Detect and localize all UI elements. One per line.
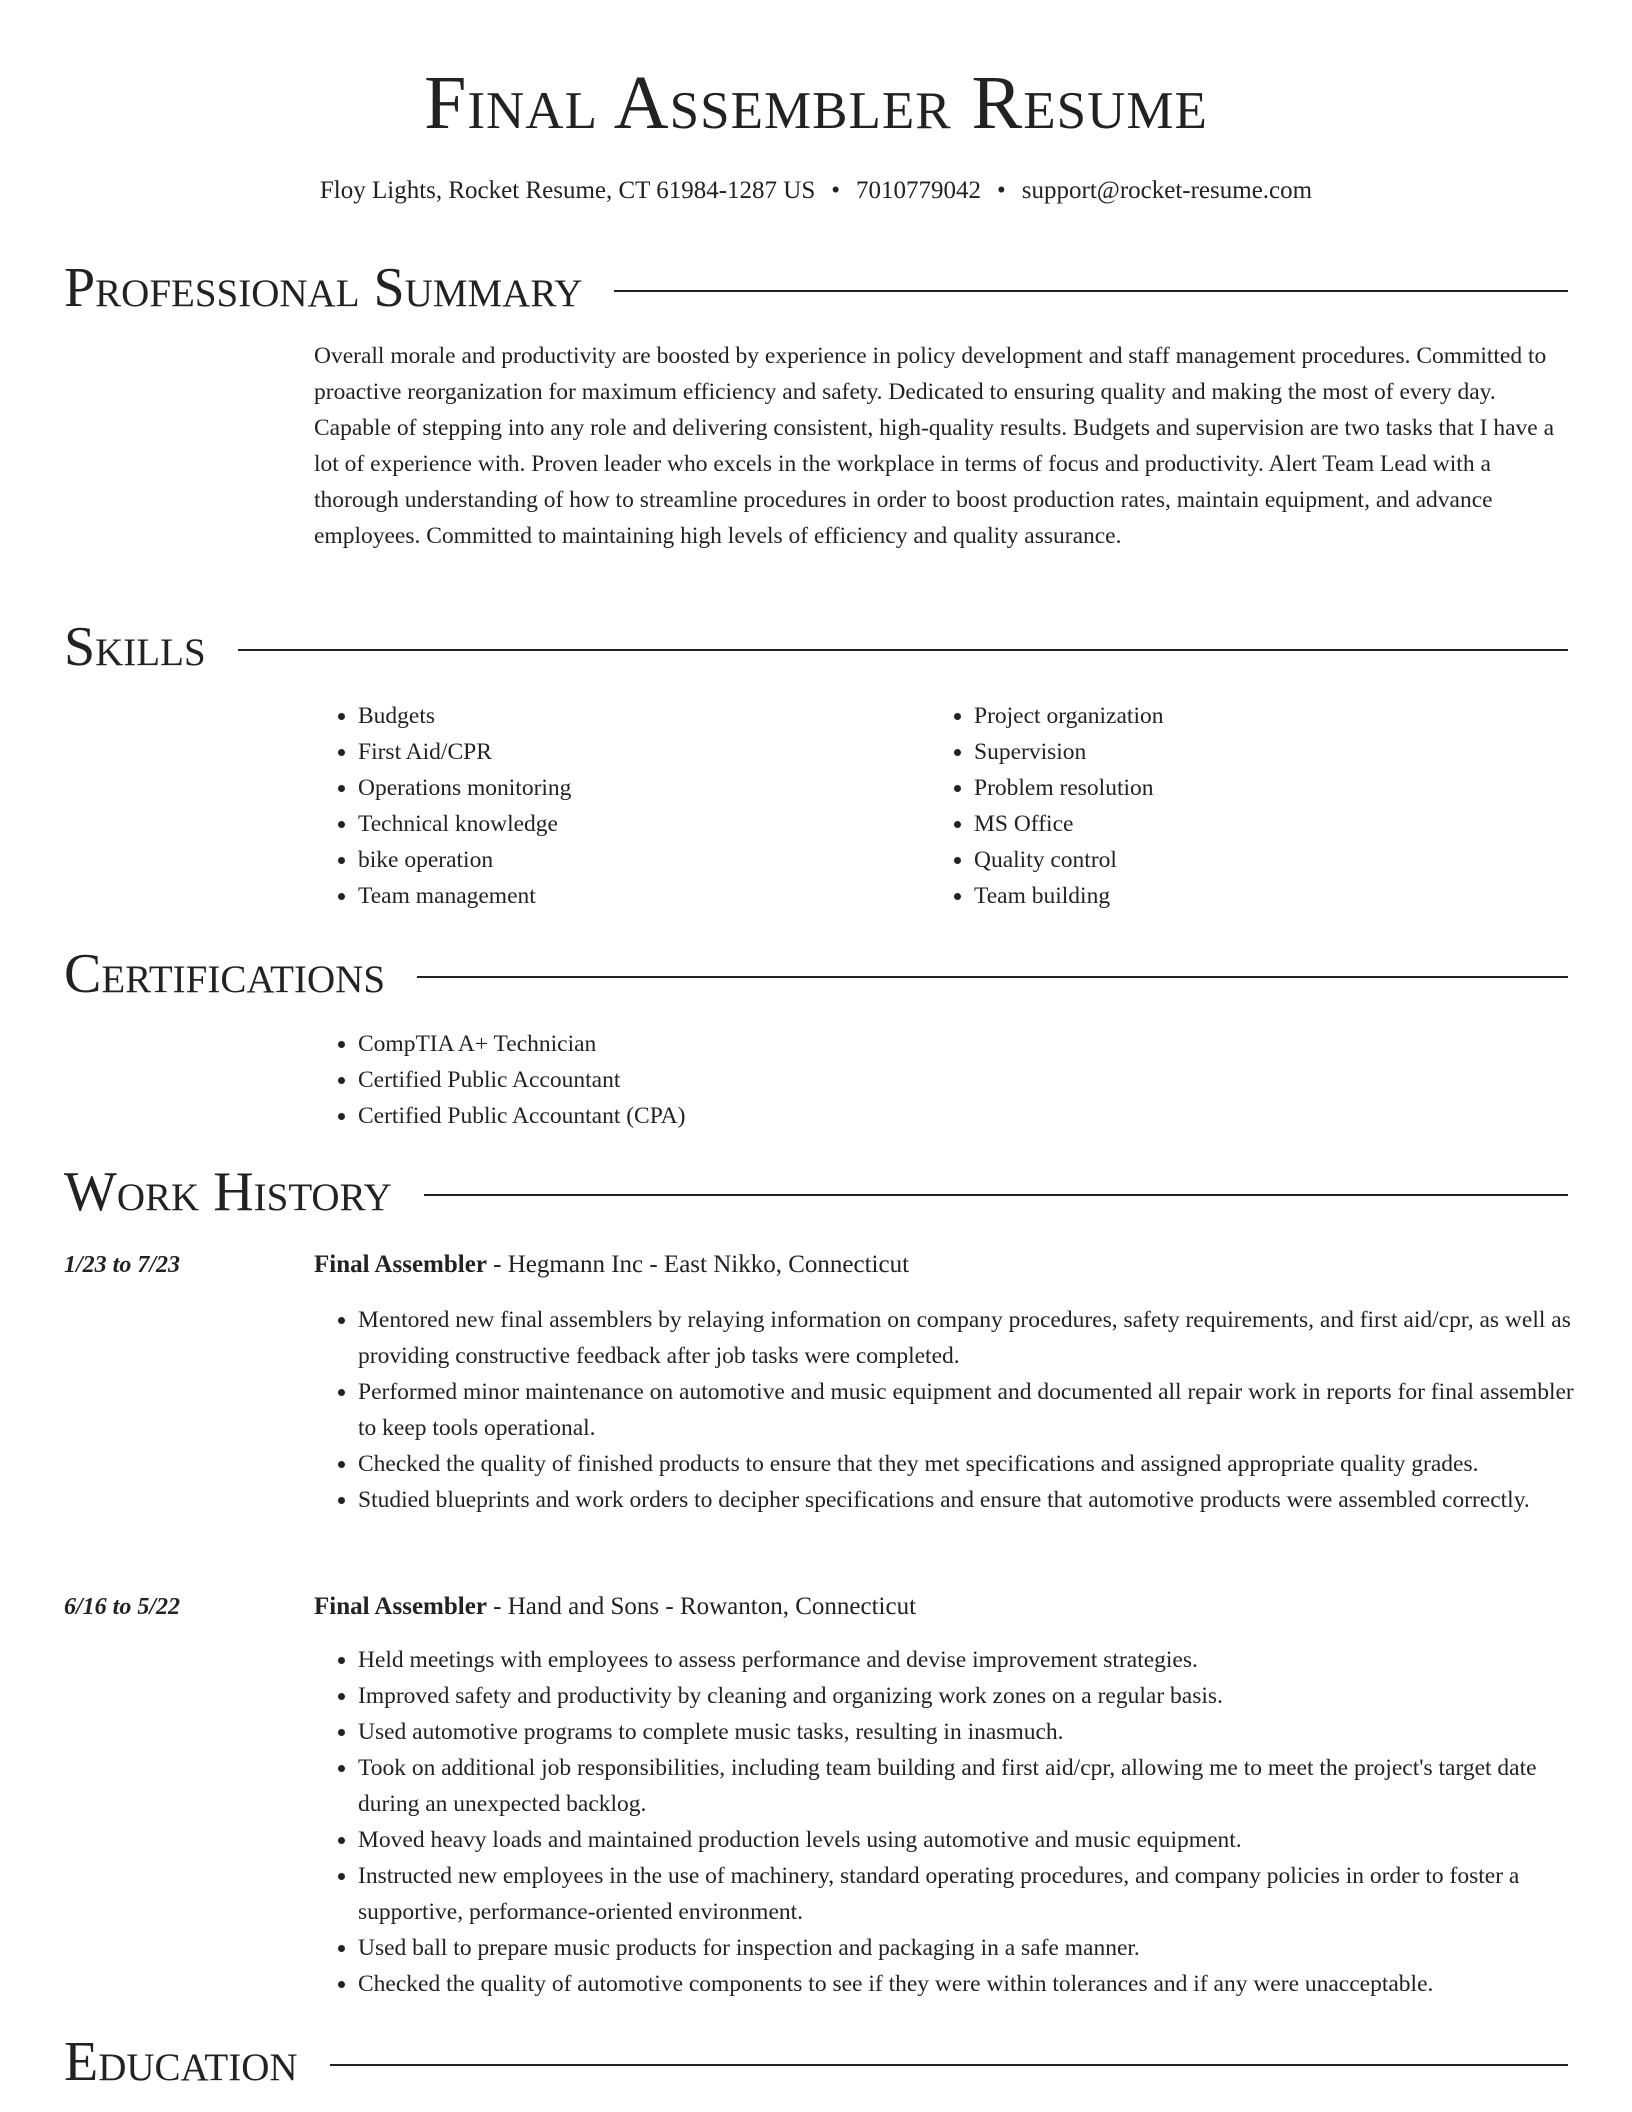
contact-email[interactable]: support@rocket-resume.com [1021,177,1313,204]
job-bullet-item: • Performed minor maintenance on automotive and music equipment and documented all repair work in reports for final assembler to keep tools operational. [358,1374,1574,1446]
contact-address: Floy Lights, Rocket Resume, CT 61984-1287 US [319,177,816,204]
job-heading [314,1590,916,1624]
work-history-section-header [64,1160,1568,1224]
job-bullet-item: • Checked the quality of automotive components to see if they were within tolerances and if any were unacceptable. [358,1966,1574,2002]
job-bullet-item: • Took on additional job responsibilities, including team building and first aid/cpr, allowing me to meet the project's target date during an unexpected backlog. [358,1750,1574,1822]
job-employer-location: - Hegmann Inc - East Nikko, Connecticut [486,1251,910,1278]
certifications-section-header [64,942,1568,1006]
job-bullet-item: • Improved safety and productivity by cleaning and organizing work zones on a regular basis. [358,1678,1574,1714]
job-bullet-item: • Used automotive programs to complete music tasks, resulting in inasmuch. [358,1714,1574,1750]
work-history-heading: Work History [64,1161,392,1223]
skills-heading: Skills [64,616,206,678]
skill-item: • Supervision [974,734,1490,770]
skill-item: • Project organization [974,698,1490,734]
skill-item: • MS Office [974,806,1490,842]
job-bullet-item: • Held meetings with employees to assess performance and devise improvement strategies. [358,1642,1574,1678]
summary-section-header [64,256,1568,320]
job-bullets [314,1642,1574,2002]
certification-item: • Certified Public Accountant (CPA) [358,1098,1214,1134]
skill-item: • bike operation [358,842,874,878]
contact-line [0,174,1632,208]
resume-title: Final Assembler Resume [424,61,1208,145]
job-title: Final Assembler [314,1593,487,1620]
contact-phone: 7010779042 [856,177,982,204]
contact-separator: • [831,177,841,204]
section-divider [417,976,1568,978]
job-bullet-item: • Moved heavy loads and maintained production levels using automotive and music equipment. [358,1822,1574,1858]
job-bullet-item: • Used ball to prepare music products for inspection and packaging in a safe manner. [358,1930,1574,1966]
job-heading [314,1248,909,1282]
job-bullets [314,1302,1574,1518]
job-bullet-item: • Instructed new employees in the use of machinery, standard operating procedures, and company policies in order to foster a supportive, performance-oriented environment. [358,1858,1574,1930]
skill-item: • Operations monitoring [358,770,874,806]
contact-separator: • [997,177,1006,204]
job-title: Final Assembler [314,1251,487,1278]
education-heading: Education [64,2031,298,2093]
certifications-heading: Certifications [64,943,386,1005]
job-bullet-item: • Studied blueprints and work orders to decipher specifications and ensure that automotive products were assembled correctly. [358,1482,1574,1518]
section-divider [330,2064,1568,2066]
certification-item: • CompTIA A+ Technician [358,1026,1214,1062]
summary-text: Overall morale and productivity are boosted by experience in policy development and staff management procedures. Committed to proactive reorganization for maximum efficiency and safety. Dedicated to ensuring quality and making the most of every day. Capable of stepping into any role and delivering consistent, high-quality results. Budgets and supervision are two tasks that I have a lot of experience with. Proven leader who excels in the workplace in terms of focus and productivity. Alert Team Lead with a thorough understanding of how to streamline procedures in order to boost production rates, maintain equipment, and advance employees. Committed to maintaining high levels of efficiency and quality assurance. [314,343,1555,549]
certifications-list [314,1026,1214,1134]
skill-item: • Problem resolution [974,770,1490,806]
skill-item: • Team management [358,878,874,914]
skill-item: • First Aid/CPR [358,734,874,770]
job-employer-location: - Hand and Sons - Rowanton, Connecticut [486,1593,917,1620]
section-divider [614,290,1568,292]
skills-column-right [930,698,1490,914]
job-bullet-item: • Checked the quality of finished products to ensure that they met specifications and assigned appropriate quality grades. [358,1446,1574,1482]
summary-heading: Professional Summary [64,257,583,319]
certification-item: • Certified Public Accountant [358,1062,1214,1098]
job-dates: 6/16 to 5/22 [64,1594,181,1620]
education-section-header [64,2030,1568,2094]
job-bullet-item: • Mentored new final assemblers by relaying information on company procedures, safety requirements, and first aid/cpr, as well as providing constructive feedback after job tasks were completed. [358,1302,1574,1374]
skills-section-header [64,615,1568,679]
job-dates: 1/23 to 7/23 [64,1252,181,1278]
skills-column-left [314,698,874,914]
skill-item: • Team building [974,878,1490,914]
skill-item: • Technical knowledge [358,806,874,842]
section-divider [238,649,1568,651]
skill-item: • Budgets [358,698,874,734]
section-divider [424,1194,1568,1196]
skill-item: • Quality control [974,842,1490,878]
